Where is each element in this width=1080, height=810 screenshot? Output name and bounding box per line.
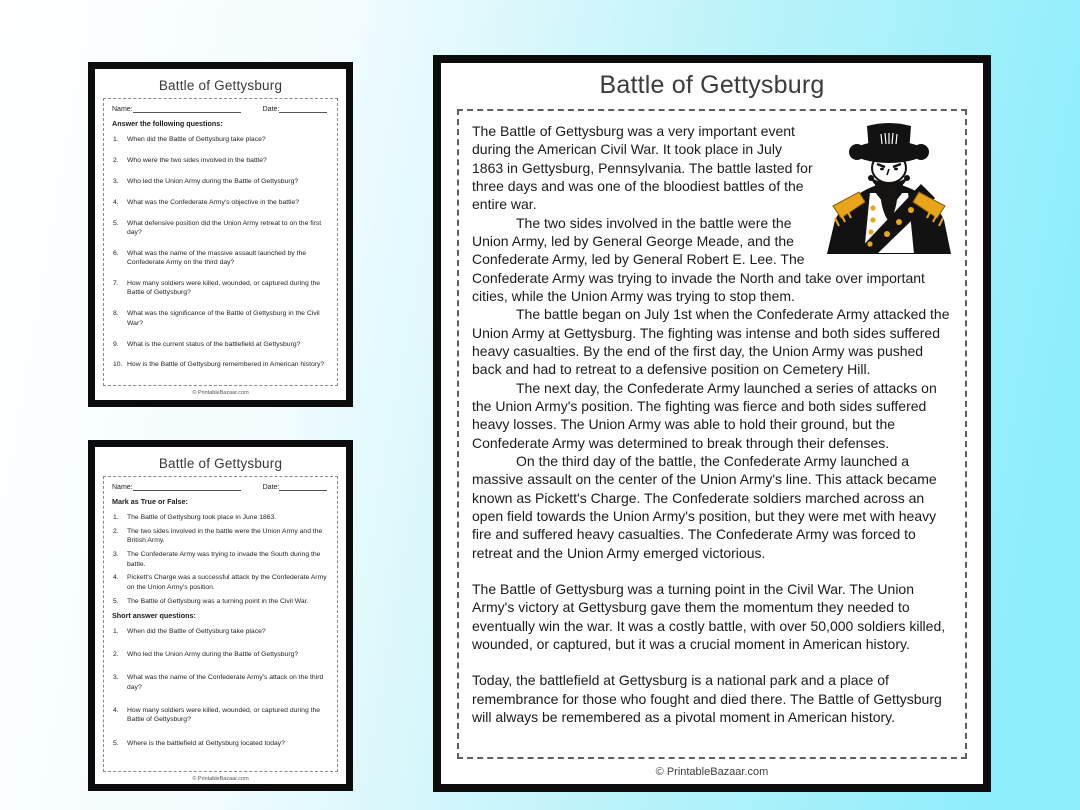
name-label: Name: bbox=[112, 106, 133, 113]
worksheet-dashed-box bbox=[103, 98, 338, 386]
reading-passage-page bbox=[433, 55, 991, 792]
question-item: What is the current status of the battlefield at Gettysburg? bbox=[127, 340, 301, 348]
truefalse-item: The Battle of Gettysburg was a turning point in the Civil War. bbox=[127, 597, 309, 605]
question-item: How many soldiers were killed, wounded, or captured during the Battle of Gettysburg? bbox=[127, 280, 321, 297]
worksheet-title: Battle of Gettysburg bbox=[158, 456, 283, 471]
question-item: Who were the two sides involved in the battle? bbox=[127, 156, 267, 164]
date-blank-line bbox=[279, 483, 327, 491]
question-item: When did the Battle of Gettysburg take place? bbox=[127, 136, 266, 143]
date-blank-line bbox=[279, 105, 327, 113]
short-answer-list bbox=[112, 627, 329, 749]
worksheet-questions-page bbox=[88, 62, 353, 407]
passage-dashed-box bbox=[457, 109, 967, 759]
name-date-row bbox=[112, 483, 329, 491]
section-heading: Answer the following questions: bbox=[112, 119, 223, 128]
question-item: Who led the Union Army during the Battle of Gettysburg? bbox=[127, 177, 299, 185]
passage-paragraph: The Battle of Gettysburg was a turning point in the Civil War. The Union Army's victory at Gettysburg gave them the momentum they needed to eventually win the war. It was a costly battle, with over 50,000 soldiers killed, wounded, or captured, but it was a crucial moment in American history. bbox=[472, 580, 946, 652]
short-answer-heading: Short answer questions: bbox=[112, 610, 196, 620]
question-list bbox=[112, 135, 329, 370]
date-label: Date: bbox=[262, 106, 280, 113]
truefalse-item: The two sides involved in the battle were the Union Army and the British Army. bbox=[127, 527, 323, 545]
passage-paragraph: The battle began on July 1st when the Confederate Army attacked the Union Army at Gettysburg. The fighting was intense and both sides suffered heavy casualties. By the end of the first day, the Union Army was pushed back and had to retreat to a defensive position on Cemetery Hill. bbox=[472, 306, 950, 378]
passage-paragraph: On the third day of the battle, the Confederate Army launched a massive assault on the center of the Union Army's line. This attack became known as Pickett's Charge. The Confederate soldiers marched across an open field towards the Union Army's position, but they were met with heavy fire and suffered heavy casualties. The Confederate Army was forced to retreat and the Union Army emerged victorious. bbox=[472, 452, 937, 561]
short-answer-item: Who led the Union Army during the Battle of Gettysburg? bbox=[127, 650, 299, 658]
truefalse-item: The Confederate Army was trying to invade the South during the battle. bbox=[127, 551, 321, 568]
name-blank-line bbox=[133, 105, 241, 113]
copyright-footer: © PrintableBazaar.com bbox=[192, 390, 249, 396]
passage-paragraph: The two sides involved in the battle were the Union Army, led by General George Meade, and the Confederate Army, led by General Robert E. Lee. The Confederate Army was trying to invade the North and take over important cities, while the Union Army was trying to stop them. bbox=[472, 214, 925, 304]
truefalse-heading: Mark as True or False: bbox=[112, 497, 188, 506]
short-answer-item: What was the name of the Confederate Army's attack on the third day? bbox=[127, 674, 324, 691]
short-answer-item: How many soldiers were killed, wounded, or captured during the Battle of Gettysburg? bbox=[127, 707, 321, 724]
question-item: How is the Battle of Gettysburg remembered in American history? bbox=[127, 361, 325, 369]
passage-paragraph: The next day, the Confederate Army launched a series of attacks on the Union Army's position. The fighting was fierce and both sides suffered heavy losses. The Union Army was able to hold their ground, but the Confederate Army was determined to break through their defenses. bbox=[472, 379, 937, 451]
date-label: Date: bbox=[262, 484, 280, 491]
question-item: What was the significance of the Battle of Gettysburg in the Civil War? bbox=[127, 310, 320, 327]
worksheet-title: Battle of Gettysburg bbox=[158, 78, 283, 93]
worksheet-dashed-box bbox=[103, 476, 338, 772]
civil-war-general-illustration bbox=[825, 122, 953, 254]
name-date-row bbox=[112, 105, 329, 113]
name-label: Name: bbox=[112, 484, 133, 491]
short-answer-item: When did the Battle of Gettysburg take place? bbox=[127, 627, 266, 635]
truefalse-item: Pickett's Charge was a successful attack by the Confederate Army on the Union Army's position. bbox=[127, 574, 327, 591]
page-title: Battle of Gettysburg bbox=[599, 71, 825, 99]
worksheet-truefalse-page bbox=[88, 440, 353, 791]
short-answer-item: Where is the battlefield at Gettysburg located today? bbox=[127, 739, 285, 747]
question-item: What defensive position did the Union Army retreat to on the first day? bbox=[127, 219, 322, 236]
truefalse-item: The Battle of Gettysburg took place in June 1863. bbox=[127, 514, 277, 521]
question-item: What was the Confederate Army's objective in the battle? bbox=[127, 198, 300, 206]
name-blank-line bbox=[133, 483, 241, 491]
passage-paragraph: The Battle of Gettysburg was a very important event during the American Civil War. It took place in July 1863 in Gettysburg, Pennsylvania. The battle lasted for three days and was one of the bloodiest battles of the entire war. bbox=[472, 123, 813, 213]
truefalse-list bbox=[112, 513, 329, 606]
question-item: What was the name of the massive assault launched by the Confederate Army on the third day? bbox=[127, 249, 307, 267]
copyright-footer: © PrintableBazaar.com bbox=[655, 766, 769, 778]
passage-paragraph: Today, the battlefield at Gettysburg is a national park and a place of remembrance for those who fought and died there. The Battle of Gettysburg will always be remembered as a pivotal moment in American history. bbox=[472, 672, 942, 725]
copyright-footer: © PrintableBazaar.com bbox=[192, 776, 249, 782]
